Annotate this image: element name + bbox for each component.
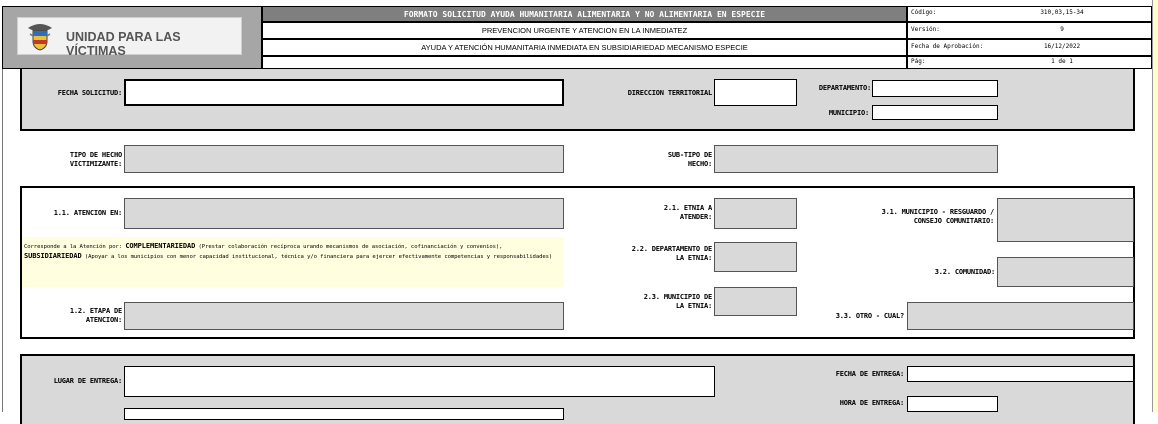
meta-fecha-aprobacion: Fecha de Aprobación: 16/12/2022 xyxy=(907,39,1152,56)
note-complementariedad: COMPLEMENTARIEDAD xyxy=(125,242,196,250)
lugar-entrega-label: LUGAR DE ENTREGA: xyxy=(53,377,122,385)
subtipo-hecho-input[interactable] xyxy=(714,145,998,173)
direccion-entrega-input[interactable] xyxy=(124,408,564,420)
comunidad-label: 3.2. COMUNIDAD: xyxy=(934,268,995,276)
comunidad-input[interactable] xyxy=(997,257,1134,287)
note-text-1: (Prestar colaboración recíproca urando mecanismos de asociación, cofinanciación y convenios), xyxy=(195,244,503,250)
departamento-etnia-input[interactable] xyxy=(714,242,797,272)
hora-entrega-input[interactable] xyxy=(907,396,998,412)
municipio-resguardo-input[interactable] xyxy=(997,198,1134,242)
municipio-etnia-input[interactable] xyxy=(714,287,797,316)
form-subtitle-3 xyxy=(262,56,907,69)
form-subtitle-1: PREVENCION URGENTE Y ATENCION EN LA INMEDIATEZ xyxy=(262,22,907,39)
etapa-atencion-label: 1.2. ETAPA DE ATENCION: xyxy=(69,307,122,324)
note-prefix: Corresponde a la Atención por: xyxy=(24,244,126,250)
logo-text: UNIDAD PARA LAS VÍCTIMAS xyxy=(66,30,181,58)
note-subsidiariedad: SUBSIDIARIEDAD xyxy=(24,252,82,260)
atencion-note xyxy=(22,237,564,287)
header-logo-cell xyxy=(2,6,262,69)
departamento-input[interactable] xyxy=(872,80,998,97)
municipio-resguardo-label: 3.1. MUNICIPIO - RESGUARDO / CONSEJO COMUNITARIO: xyxy=(881,208,994,225)
fecha-entrega-input[interactable] xyxy=(907,366,1134,382)
lugar-entrega-input[interactable] xyxy=(124,366,715,397)
otro-cual-label: 3.3. OTRO - CUAL? xyxy=(835,312,904,320)
form-title: FORMATO SOLICITUD AYUDA HUMANITARIA ALIMENTARIA Y NO ALIMENTARIA EN ESPECIE xyxy=(262,6,907,22)
subtipo-hecho-label: SUB-TIPO DE HECHO: xyxy=(667,151,712,168)
atencion-en-input[interactable] xyxy=(124,198,564,229)
direccion-territorial-label: DIRECCION TERRITORIAL xyxy=(627,89,712,97)
municipio-label: MUNICIPIO: xyxy=(828,109,869,117)
meta-version: Versión: 9 xyxy=(907,22,1152,39)
etnia-atender-label: 2.1. ETNIA A ATENDER: xyxy=(663,204,712,221)
meta-pagina: Pág: 1 de 1 xyxy=(907,56,1152,69)
otro-cual-input[interactable] xyxy=(907,302,1134,330)
hora-entrega-label: HORA DE ENTREGA: xyxy=(839,399,904,407)
municipio-input[interactable] xyxy=(872,105,998,120)
tipo-hecho-input[interactable] xyxy=(124,145,564,173)
departamento-label: DEPARTAMENTO: xyxy=(818,84,871,92)
departamento-etnia-label: 2.2. DEPARTAMENTO DE LA ETNIA: xyxy=(631,245,712,262)
direccion-territorial-input[interactable] xyxy=(714,79,797,106)
note-text-2: (Apoyar a los municipios con menor capacidad institucional, técnica y/o financiera para ejercer efectivamente competencias y responsabilidades) xyxy=(81,254,553,260)
fecha-solicitud-label: FECHA SOLICITUD: xyxy=(57,89,122,97)
etnia-atender-input[interactable] xyxy=(714,198,797,229)
etapa-atencion-input[interactable] xyxy=(124,302,564,330)
fecha-solicitud-input[interactable] xyxy=(124,79,564,106)
coat-of-arms-icon xyxy=(26,22,54,52)
tipo-hecho-label: TIPO DE HECHO VICTIMIZANTE: xyxy=(69,151,122,168)
meta-codigo: Código: 310,03,15-34 xyxy=(907,6,1152,22)
logo-box xyxy=(17,17,242,58)
sheet-edge xyxy=(1152,0,1158,412)
form-subtitle-2: AYUDA Y ATENCIÓN HUMANITARIA INMEDIATA EN SUBSIDIARIEDAD MECANISMO ESPECIE xyxy=(262,39,907,56)
fecha-entrega-label: FECHA DE ENTREGA: xyxy=(835,370,904,378)
atencion-en-label: 1.1. ATENCION EN: xyxy=(53,209,122,217)
municipio-etnia-label: 2.3. MUNICIPIO DE LA ETNIA: xyxy=(643,293,712,310)
